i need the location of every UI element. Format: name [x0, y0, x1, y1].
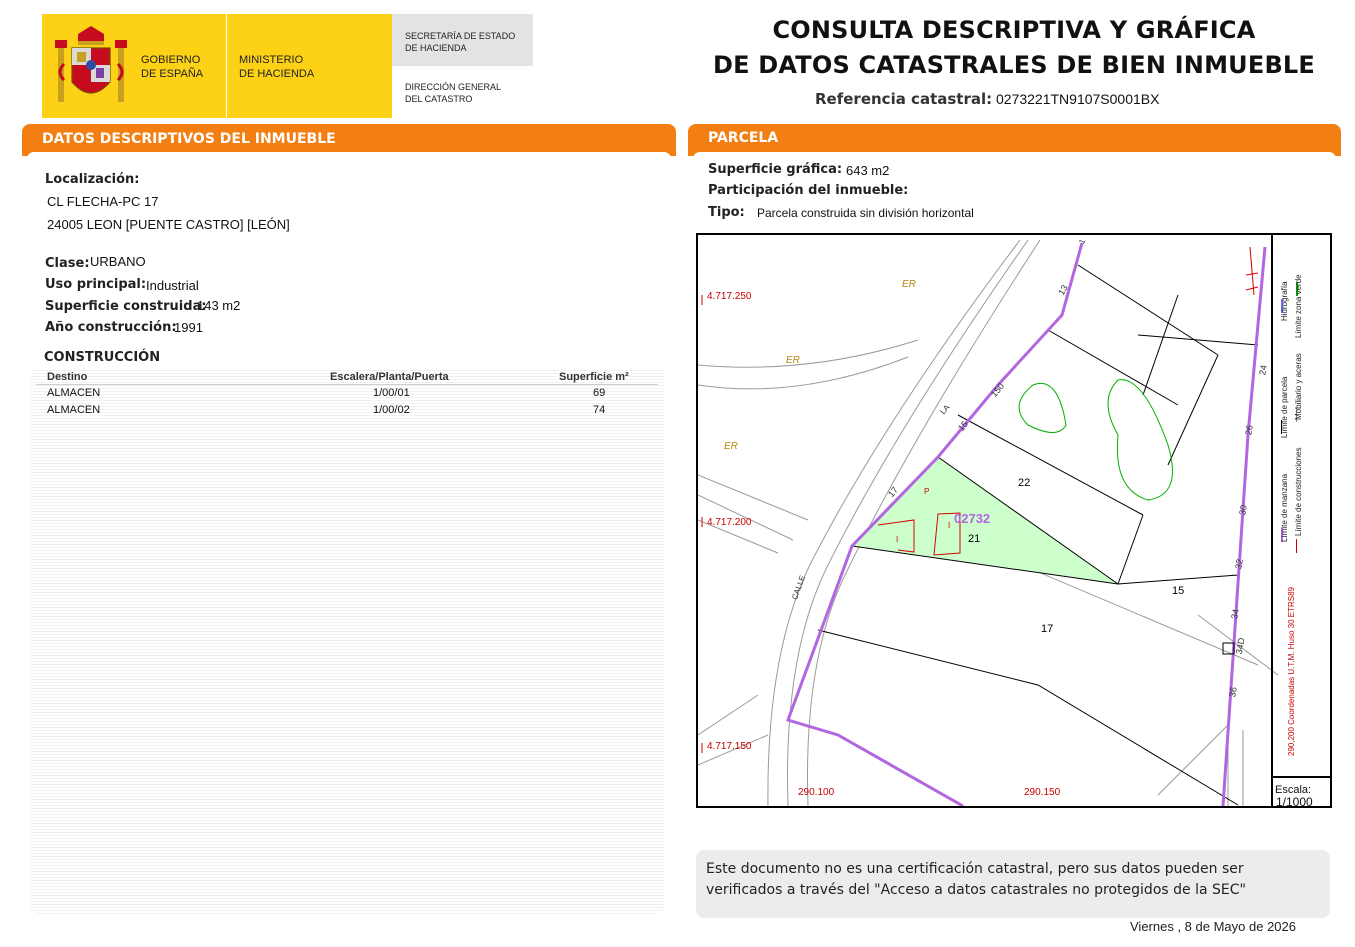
document-date: Viernes , 8 de Mayo de 2026 [1130, 919, 1296, 934]
i-mark: I [896, 535, 899, 544]
parcela-title: PARCELA [708, 130, 779, 146]
legend-separator [1272, 776, 1331, 778]
street-number: 24 [1257, 364, 1269, 376]
street-number: 34 [1229, 608, 1241, 620]
sup-grafica-label: Superficie gráfica: [708, 162, 843, 177]
uso-value: Industrial [146, 278, 199, 293]
clase-label: Clase: [45, 256, 90, 271]
construccion-title: CONSTRUCCIÓN [44, 350, 161, 365]
tipo-label: Tipo: [708, 205, 745, 220]
street-number: 13 [1056, 283, 1070, 297]
gobierno-text: GOBIERNO DE ESPAÑA [141, 54, 204, 80]
construccion-table [30, 368, 664, 914]
ministerio-text: MINISTERIO DE HACIENDA [239, 54, 315, 80]
parcel-number: 22 [1018, 477, 1031, 489]
p-mark: P [924, 487, 930, 496]
construcciones-swatch [1296, 539, 1297, 553]
direccion-text: DIRECCIÓN GENERAL DEL CATASTRO [405, 82, 502, 104]
easting-label: 290.100 [798, 787, 835, 798]
anio-label: Año construcción: [45, 320, 177, 335]
er-label: ER [786, 355, 800, 366]
table-row-destino: ALMACEN [47, 404, 101, 416]
th-superficie: Superficie m² [559, 371, 629, 383]
clase-value: URBANO [90, 254, 146, 269]
logo-divider [226, 14, 227, 118]
address-line2: 24005 LEON [PUENTE CASTRO] [LEÓN] [47, 217, 290, 232]
parcel-number: 17 [1041, 623, 1054, 635]
document-title-line1: CONSULTA DESCRIPTIVA Y GRÁFICA [772, 16, 1256, 44]
map-drawing [698, 235, 1330, 806]
street-number: 30 [1237, 504, 1249, 516]
tipo-value: Parcela construida sin división horizontal [757, 206, 974, 220]
th-escalera: Escalera/Planta/Puerta [330, 371, 449, 383]
parcel-number: 21 [968, 533, 981, 545]
disclaimer-note: Este documento no es una certificación catastral, pero sus datos pueden ser verificados a través del "Acceso a datos catastrales no protegidos de la SEC" [696, 850, 1330, 918]
ref-value: 0273221TN9107S0001BX [996, 91, 1160, 107]
table-row-escalera: 1/00/01 [373, 387, 410, 399]
parcel-number: 15 [1172, 585, 1185, 597]
legend-construcciones: Límite de construcciones [1294, 447, 1303, 536]
legend-parcela: Límite de parcela [1280, 376, 1289, 438]
street-label: LA [938, 402, 952, 417]
localizacion-label: Localización: [45, 172, 140, 187]
northing-label: 4.717.250 [707, 291, 752, 302]
parcel-code: 02732 [954, 511, 991, 526]
table-header-rule [36, 384, 658, 385]
street-number: 17 [885, 484, 901, 500]
table-row-superficie: 74 [593, 404, 606, 416]
street-number: 26 [1243, 424, 1255, 436]
er-label: ER [724, 441, 738, 452]
anio-value: 1991 [174, 320, 203, 335]
cadastral-map[interactable] [696, 233, 1332, 808]
scale-label: Escala: [1275, 784, 1312, 796]
secretaria-text: SECRETARÍA DE ESTADO DE HACIENDA [405, 31, 516, 53]
street-number: 1 [1077, 237, 1088, 246]
table-row-superficie: 69 [593, 387, 606, 399]
easting-label: 290.150 [1024, 787, 1061, 798]
document-title-line2: DE DATOS CATASTRALES DE BIEN INMUEBLE [712, 51, 1316, 79]
northing-label: 4.717.150 [707, 741, 752, 752]
uso-label: Uso principal: [45, 277, 147, 292]
coat-of-arms-icon [52, 24, 130, 106]
table-row-escalera: 1/00/02 [373, 404, 410, 416]
address-line1: CL FLECHA-PC 17 [47, 194, 159, 209]
legend-divider [1271, 235, 1273, 806]
northing-label: 4.717.200 [707, 517, 752, 528]
legend-manzana: Límite de manzana [1280, 473, 1289, 542]
street-number: 32 [1233, 558, 1245, 570]
legend-coords: 290,200 Coordenadas U.T.M. Huso 30 ETRS89 [1287, 587, 1296, 756]
sup-grafica-value: 643 m2 [846, 163, 890, 178]
er-label: ER [902, 279, 916, 290]
street-label: CALLE [790, 574, 808, 601]
ref-label: Referencia catastral: [815, 90, 993, 108]
th-destino: Destino [47, 371, 88, 383]
legend-hidrografia: Hidrografía [1280, 281, 1289, 321]
street-number: 34D [1233, 636, 1247, 656]
superficie-value: 143 m2 [197, 298, 241, 313]
descriptivos-title: DATOS DESCRIPTIVOS DEL INMUEBLE [42, 131, 336, 147]
participacion-label: Participación del inmueble: [708, 183, 909, 198]
street-number: 150 [988, 381, 1007, 399]
scale-value: 1/1000 [1276, 795, 1313, 809]
legend-zona-verde: Límite zona verde [1294, 274, 1303, 338]
superficie-label: Superficie construida: [45, 299, 207, 314]
descriptivos-bar-lip [27, 152, 671, 160]
parcela-bar-lip [693, 152, 1336, 160]
i-mark: I [948, 521, 951, 530]
table-row-destino: ALMACEN [47, 387, 101, 399]
street-number: 15 [955, 418, 971, 434]
legend-mobiliario: Mobiliario y aceras [1294, 353, 1303, 420]
street-number: 36 [1227, 686, 1239, 698]
